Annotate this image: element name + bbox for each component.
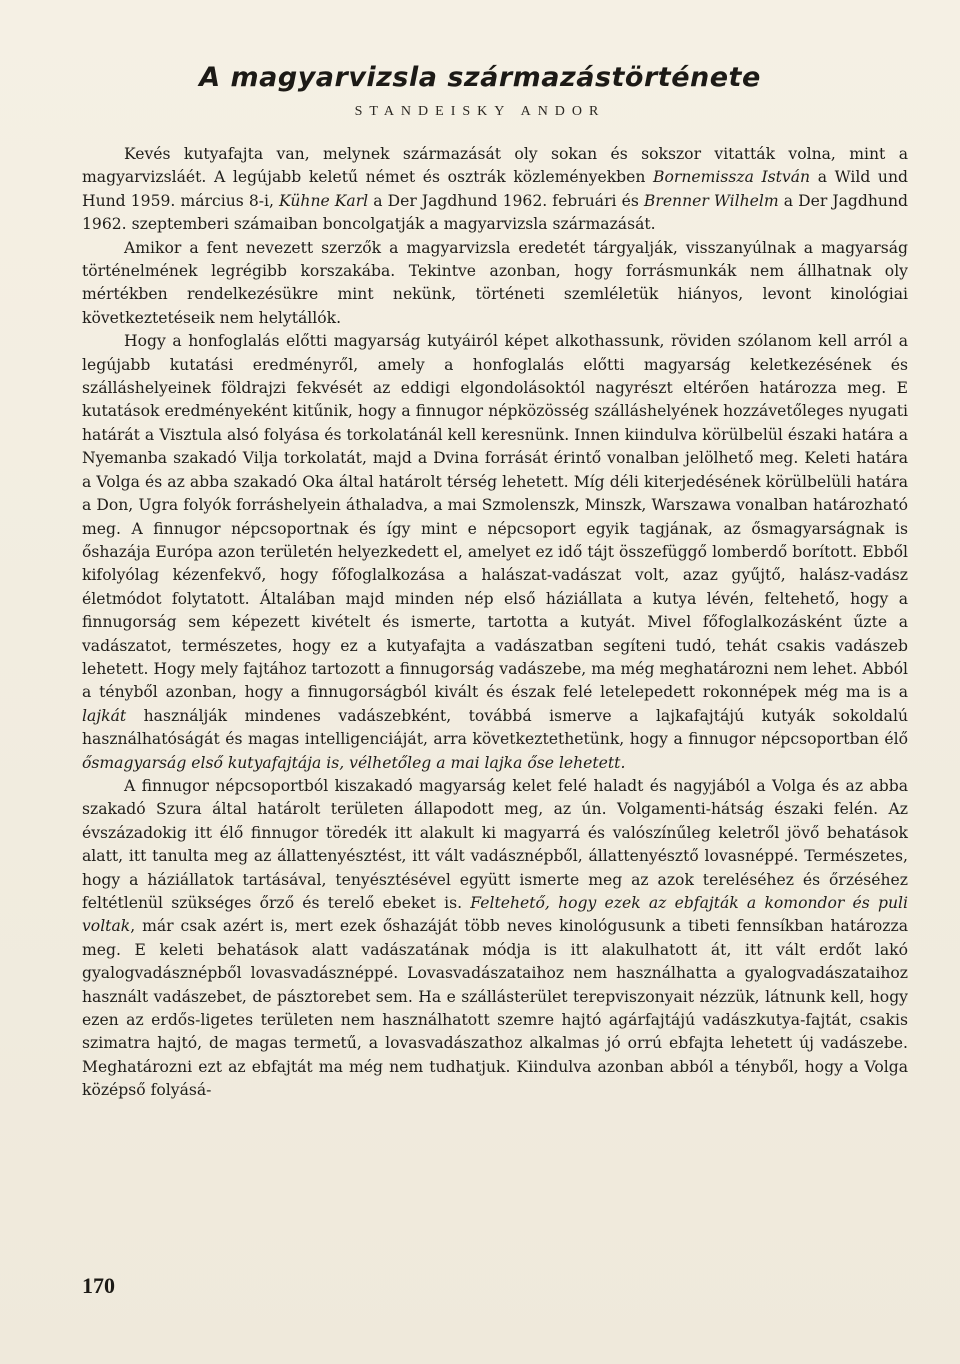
text-run: a Wild und Hund 1959. március 8-i,	[82, 168, 908, 210]
text-run: használják mindenes vadászebként, továbbá ismerve a lajkafajtájú kutyák sokoldalú használhatóságát és magas intelligenciáját, arra következtethetünk, hogy a finnugor népcsoportban élő	[82, 706, 908, 749]
article-title: A magyarvizsla származástörténete	[199, 62, 761, 93]
italic-text-run: Kühne Karl	[279, 191, 369, 210]
italic-text-run: lajkát	[82, 706, 127, 725]
text-run: Hogy a honfoglalás előtti magyarság kutyáiról képet alkothassunk, röviden szólanom kell arról a legújabb kutatási eredményről, amely a honfoglalás előtti magyarság keletkezésének és szálláshelyeinek földrajzi fekvését az eddigi elgondolásoktól nagyrészt eltérően határozza meg. E kutatások eredményeként kitűnik, hogy a finnugor népközösség szálláshelyének hozzávetőleges nyugati határát a Visztula alsó folyása és torkolatánál kell keresnünk. Innen kiindulva körülbelül északi határa a Nyemanba szakadó Vilja torkolatát, majd a Dvina forrását érintő vonalban jelölhető meg. Keleti határa a Volga és az abba szakadó Oka által határolt térség lehetett. Míg déli kiterjedésének körülbelüli határa a Don, Ugra folyók forráshelyein áthaladva, a mai Szmolenszk, Minszk, Warszawa vonalban határozható meg. A finnugor népcsoportnak és így mint e népcsoport egyik tagjának, az ősmagyarságnak is őshazája Európa azon területén helyezkedett el, amelyet ez idő tájt összefüggő lomberdő borított. Ebből kifolyólag kézenfekvő, hogy főfoglalkozása a halászat-vadászat volt, azaz gyűjtő, halász-vadász életmódot folytatott. Általában majd minden nép első háziállata a kutya lévén, feltehető, hogy a finnugorság sem képezett kivételt és ismerte, tartotta a kutyát. Mivel főfoglalkozásként űzte a vadászatot, természetes, hogy ez a kutyafajta a vadászatban segíteni tudó, tehát csakis vadászeb lehetett. Hogy mely fajtához tartozott a finnugorság vadászebe, ma még meghatározni nem lehet. Abból a tényből azonban, hogy a finnugorságból kivált és észak felé letelepedett rokonnépek még ma is a	[82, 332, 908, 702]
italic-text-run: Feltehető, hogy ezek az ebfajták a komondor és puli voltak	[82, 894, 909, 936]
text-run: Kevés kutyafajta van, melynek származását oly sokan és sokszor vitatták volna, mint a magyarvizsláét. A legújabb keletű német és osztrák közleményekben	[82, 145, 908, 187]
paragraph	[82, 143, 908, 237]
italic-text-run: Bornemissza István	[653, 168, 811, 187]
paragraph	[82, 237, 908, 331]
paragraph	[82, 775, 908, 1103]
page-number: 170	[82, 1273, 115, 1298]
italic-text-run: Brenner Wilhelm	[643, 191, 779, 210]
text-run: a Der Jagdhund 1962. februári és	[368, 191, 644, 210]
paragraph	[82, 330, 908, 775]
text-run: a Der Jagdhund 1962. szeptemberi számaiban boncolgatják a magyarvizsla származását.	[82, 191, 908, 234]
text-run: Amikor a fent nevezett szerzők a magyarvizsla eredetét tárgyalják, visszanyúlnak a magyarság történelmének legrégibb korszakába. Tekintve azonban, hogy forrásmunkák nem állhatnak oly mértékben rendelkezésükre mint nekünk, történeti szemléletük hiányos, levont kinológiai következtetéseik nem helytállók.	[82, 238, 908, 327]
italic-text-run: ősmagyarság első kutyafajtája is, vélhetőleg a mai lajka őse lehetett.	[82, 753, 626, 772]
text-run: , már csak azért is, mert ezek őshazáját több neves kinológusunk a tibeti fennsíkban határozza meg. E keleti behatások alatt vadászatának módja is itt alakulhatott át, itt vált erdőt lakó gyalogvadásznépből lovasvadásznéppé. Lovasvadászataihoz nem használhatta a gyalogvadászataihoz használt vadászebet, de pásztorebet sem. Ha e szállásterület terepviszonyait nézzük, látnunk kell, hogy ezen az erdős-ligetes területen nem használhatott szemre hajtó agárfajtájú vadászkutya-fajtát, csakis szimatra hajtó, de magas termetű, a lovasvadászathoz alkalmas jó orrú ebfajta lehetett új vadászebe. Meghatározni ezt az ebfajtát ma még nem tudhatjuk. Kiindulva azonban abból a tényből, hogy a Volga középső folyásá-	[82, 917, 908, 1100]
text-run: A finnugor népcsoportból kiszakadó magyarság kelet felé haladt és nagyjából a Volga és az abba szakadó Szura által határolt területen állapodott meg, az ún. Volgamenti-hátság északi felén. Az évszázadokig itt élő finnugor töredék itt alakult ki magyarrá és valószínűleg keletről jövő behatások alatt, itt tanulta meg az állattenyésztést, itt vált vadásznépből, állattenyésztő lovasnéppé. Természetes, hogy a háziállatok tartásával, tenyésztésével együtt ismerte meg az azok tereléséhez és őrzéséhez feltétlenül szükséges őrző és terelő ebeket is.	[82, 776, 908, 912]
article-author: STANDEISKY ANDOR	[354, 104, 606, 119]
article-body	[82, 143, 908, 1103]
